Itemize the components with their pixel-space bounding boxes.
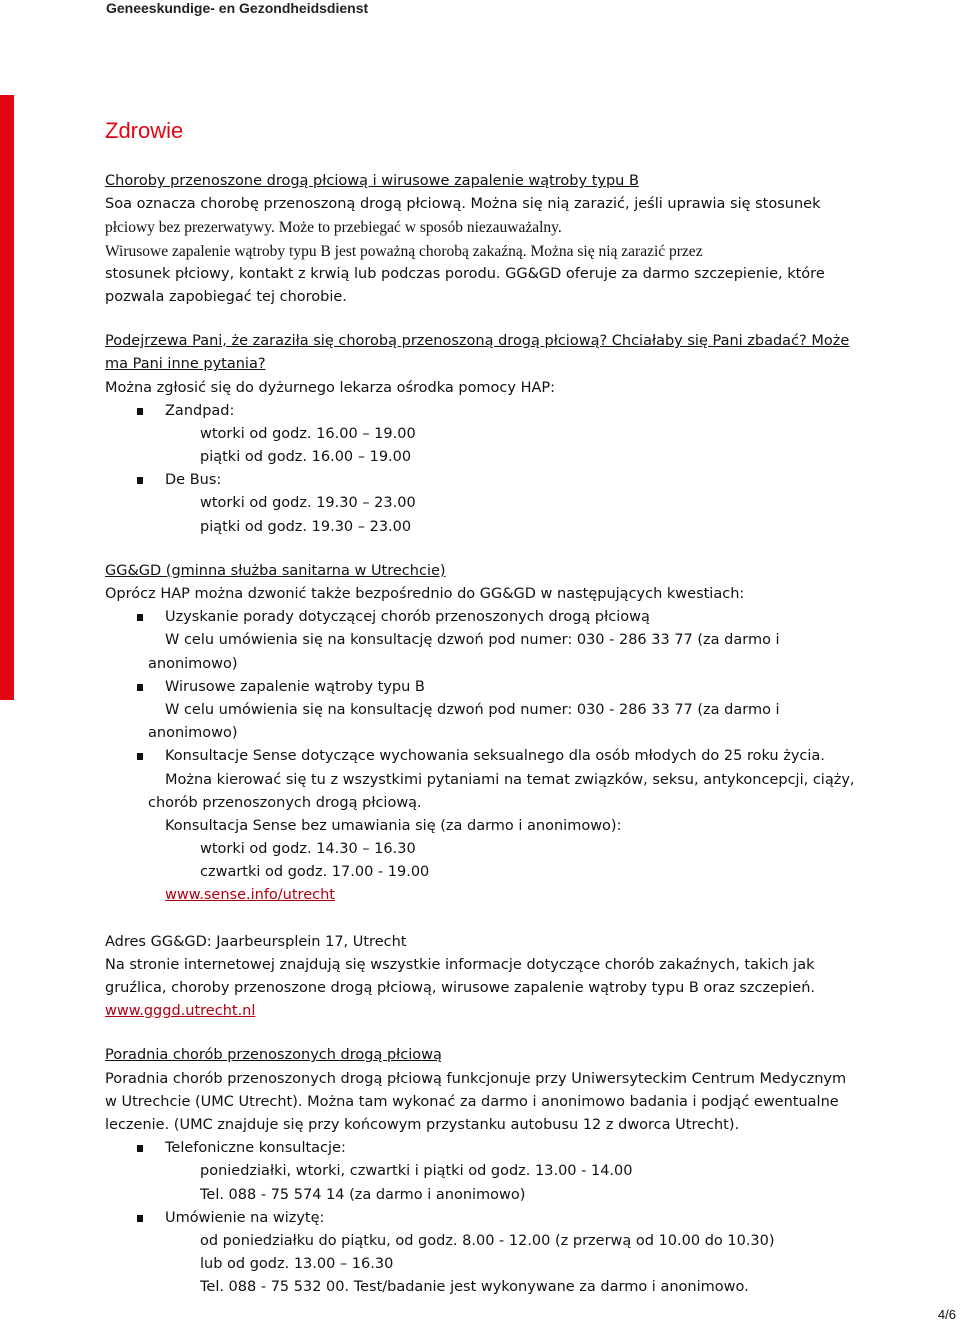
intro-line: Wirusowe zapalenie wątroby typu B jest poważną chorobą zakaźną. Można się nią zarazić przez [105,242,703,260]
list-item-advice: Uzyskanie porady dotyczącej chorób przenoszonych drogą płciową [105,606,865,629]
appointment-hours-alt: lub od godz. 13.00 – 16.30 [200,1256,394,1273]
clinic-heading: Poradnia chorób przenoszonych drogą płciową [105,1047,442,1064]
clinic-line: w Utrechcie (UMC Utrecht). Można tam wykonać za darmo i anonimowo badania i podjąć ewentualne [105,1093,839,1110]
advice-phone: W celu umówienia się na konsultację dzwoń pod numer: 030 - 286 33 77 (za darmo i [165,632,780,649]
list-item-hepatitis: Wirusowe zapalenie wątroby typu B [105,676,865,699]
ggd-website-link[interactable]: www.gggd.utrecht.nl [105,1003,256,1020]
address-info: Na stronie internetowej znajdują się wszystkie informacje dotyczące chorób zakaźnych, takich jak [105,956,815,973]
document-header: Geneeskundige- en Gezondheidsdienst [106,0,369,16]
clinic-line: leczenie. (UMC znajduje się przy końcowym przystanku autobusu 12 z dworca Utrecht). [105,1116,740,1133]
intro-line: płciowy bez prezerwatywy. Może to przebiegać w sposób niezauważalny. [105,219,562,237]
page-content [105,116,865,1299]
appointment-tel: Tel. 088 - 75 532 00. Test/badanie jest wykonywane za darmo i anonimowo. [200,1279,749,1296]
list-item-appointment: Umówienie na wizytę: [105,1207,865,1230]
sense-tuesday-hours: wtorki od godz. 14.30 – 16.30 [200,841,416,858]
list-item-phone-consult: Telefoniczne konsultacje: [105,1137,865,1160]
ggd-intro: Oprócz HAP można dzwonić także bezpośrednio do GG&GD w następujących kwestiach: [105,586,745,602]
list-item-debus: De Bus: [105,469,865,492]
sense-detail: Można kierować się tu z wszystkimi pytaniami na temat związków, seksu, antykoncepcji, ciąży, [165,771,855,788]
list-item-zandpad: Zandpad: [105,400,865,423]
sense-link[interactable]: www.sense.info/utrecht [165,887,335,904]
hepatitis-phone: W celu umówienia się na konsultację dzwoń pod numer: 030 - 286 33 77 (za darmo i [165,701,780,718]
zandpad-tuesday-hours: wtorki od godz. 16.00 – 19.00 [200,425,416,442]
page-title: Zdrowie [105,118,184,143]
hap-intro: Można zgłosić się do dyżurnego lekarza ośrodka pomocy HAP: [105,379,556,396]
advice-anon: anonimowo) [148,655,238,672]
ggd-address: Adres GG&GD: Jaarbeursplein 17, Utrecht [105,933,407,950]
sense-thursday-hours: czwartki od godz. 17.00 - 19.00 [200,864,430,881]
phone-consult-hours: poniedziałki, wtorki, czwartki i piątki od godz. 13.00 - 14.00 [200,1163,633,1180]
ggd-heading: GG&GD (gminna służba sanitarna w Utrechcie) [105,562,446,579]
hap-heading-cont: ma Pani inne pytania? [105,356,266,373]
appointment-hours: od poniedziałku do piątku, od godz. 8.00 - 12.00 (z przerwą od 10.00 do 10.30) [200,1232,775,1249]
sense-detail-cont: chorób przenoszonych drogą płciową. [148,794,422,811]
debus-tuesday-hours: wtorki od godz. 19.30 – 23.00 [200,495,416,512]
debus-friday-hours: piątki od godz. 19.30 – 23.00 [200,518,412,535]
intro-heading: Choroby przenoszone drogą płciową i wirusowe zapalenie wątroby typu B [105,173,639,189]
page-number: 4/6 [937,1307,956,1322]
hap-heading: Podejrzewa Pani, że zaraziła się chorobą przenoszoną drogą płciową? Chciałaby się Pani zbadać? Może [105,333,850,350]
intro-line: stosunek płciowy, kontakt z krwią lub podczas porodu. GG&GD oferuje za darmo szczepienie, które [105,265,825,282]
zandpad-friday-hours: piątki od godz. 16.00 – 19.00 [200,449,412,466]
intro-line: Soa oznacza chorobę przenoszoną drogą płciową. Można się nią zarazić, jeśli uprawia się stosunek [105,196,821,213]
hepatitis-anon: anonimowo) [148,725,238,742]
sense-walkin: Konsultacja Sense bez umawiania się (za darmo i anonimowo): [165,817,622,834]
clinic-line: Poradnia chorób przenoszonych drogą płciową funkcjonuje przy Uniwersyteckim Centrum Medycznym [105,1070,847,1087]
intro-line: pozwala zapobiegać tej chorobie. [105,288,347,305]
list-item-sense: Konsultacje Sense dotyczące wychowania seksualnego dla osób młodych do 25 roku życia. [105,745,865,768]
address-info-cont: gruźlica, choroby przenoszone drogą płciową, wirusowe zapalenie wątroby typu B oraz szczepień. [105,980,815,996]
phone-consult-tel: Tel. 088 - 75 574 14 (za darmo i anonimowo) [200,1186,526,1203]
red-side-bar [0,95,14,700]
